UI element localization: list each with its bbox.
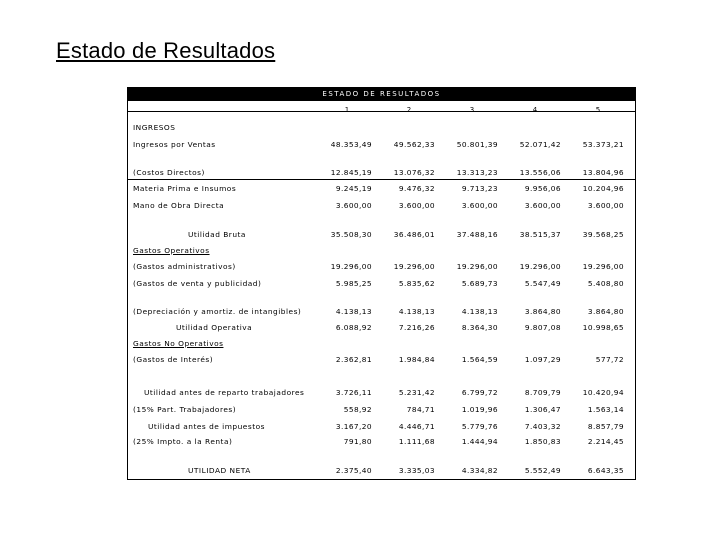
cell: 13.313,23 bbox=[456, 168, 498, 177]
cell: 7.216,26 bbox=[398, 323, 435, 332]
cell: 2.375,40 bbox=[335, 466, 372, 475]
cell: 19.296,00 bbox=[393, 262, 435, 271]
cell: 3.600,00 bbox=[335, 201, 372, 210]
row-label: Utilidad Bruta bbox=[188, 230, 246, 239]
cell: 3.726,11 bbox=[335, 388, 372, 397]
cell: 6.088,92 bbox=[335, 323, 372, 332]
cell: 19.296,00 bbox=[456, 262, 498, 271]
cell: 1.850,83 bbox=[524, 437, 561, 446]
row-label: (Costos Directos) bbox=[133, 168, 205, 177]
cell: 3.335,03 bbox=[398, 466, 435, 475]
income-statement-table bbox=[127, 87, 636, 480]
row-label: UTILIDAD NETA bbox=[188, 466, 251, 475]
column-header-4: 4 bbox=[532, 106, 538, 114]
row-label: Utilidad Operativa bbox=[176, 323, 253, 332]
cell: 791,80 bbox=[343, 437, 372, 446]
cell: 6.643,35 bbox=[587, 466, 624, 475]
cell: 38.515,37 bbox=[519, 230, 561, 239]
cell: 5.408,80 bbox=[587, 279, 624, 288]
row-label: (Depreciación y amortiz. de intangibles) bbox=[133, 307, 302, 316]
cell: 4.138,13 bbox=[335, 307, 372, 316]
row-utilidad-bruta bbox=[128, 229, 635, 241]
cell: 3.600,00 bbox=[587, 201, 624, 210]
cell: 3.600,00 bbox=[461, 201, 498, 210]
cell: 1.111,68 bbox=[398, 437, 435, 446]
cell: 3.600,00 bbox=[524, 201, 561, 210]
cell: 36.486,01 bbox=[393, 230, 435, 239]
cell: 39.568,25 bbox=[582, 230, 624, 239]
column-header-row bbox=[128, 101, 635, 112]
cell: 577,72 bbox=[595, 355, 624, 364]
cell: 9.956,06 bbox=[524, 184, 561, 193]
cell: 37.488,16 bbox=[456, 230, 498, 239]
column-header-5: 5 bbox=[595, 106, 601, 114]
row-gastos-admin bbox=[128, 261, 635, 273]
row-util-antes-reparto bbox=[128, 387, 635, 399]
cell: 10.998,65 bbox=[582, 323, 624, 332]
cell: 4.334,82 bbox=[461, 466, 498, 475]
row-impto-renta bbox=[128, 436, 635, 448]
cell: 9.476,32 bbox=[398, 184, 435, 193]
row-materia-prima bbox=[128, 183, 635, 195]
cell: 13.556,06 bbox=[519, 168, 561, 177]
cell: 5.552,49 bbox=[524, 466, 561, 475]
cell: 784,71 bbox=[406, 405, 435, 414]
cell: 2.214,45 bbox=[587, 437, 624, 446]
cell: 1.444,94 bbox=[461, 437, 498, 446]
section-gastos-no-operativos: Gastos No Operativos bbox=[133, 339, 224, 348]
row-util-antes-impuestos bbox=[128, 421, 635, 433]
cell: 3.600,00 bbox=[398, 201, 435, 210]
cell: 3.864,80 bbox=[524, 307, 561, 316]
cell: 10.420,94 bbox=[582, 388, 624, 397]
row-costos-directos bbox=[128, 167, 635, 180]
cell: 4.138,13 bbox=[398, 307, 435, 316]
cell: 1.097,29 bbox=[524, 355, 561, 364]
cell: 19.296,00 bbox=[582, 262, 624, 271]
cell: 4.446,71 bbox=[398, 422, 435, 431]
cell: 12.845,19 bbox=[330, 168, 372, 177]
cell: 9.807,08 bbox=[524, 323, 561, 332]
row-label: (15% Part. Trabajadores) bbox=[133, 405, 237, 414]
row-part-trabajadores bbox=[128, 404, 635, 416]
cell: 19.296,00 bbox=[330, 262, 372, 271]
row-label: (Gastos de venta y publicidad) bbox=[133, 279, 262, 288]
column-header-1: 1 bbox=[344, 106, 350, 114]
cell: 13.804,96 bbox=[582, 168, 624, 177]
row-ingresos-ventas bbox=[128, 139, 635, 151]
row-label: (Gastos de Interés) bbox=[133, 355, 214, 364]
row-label: Utilidad antes de impuestos bbox=[148, 422, 265, 431]
cell: 558,92 bbox=[343, 405, 372, 414]
cell: 3.864,80 bbox=[587, 307, 624, 316]
cell: 1.984,84 bbox=[398, 355, 435, 364]
row-label: Ingresos por Ventas bbox=[133, 140, 216, 149]
cell: 5.779,76 bbox=[461, 422, 498, 431]
cell: 5.835,62 bbox=[398, 279, 435, 288]
cell: 53.373,21 bbox=[582, 140, 624, 149]
cell: 35.508,30 bbox=[330, 230, 372, 239]
row-gastos-interes bbox=[128, 354, 635, 366]
cell: 49.562,33 bbox=[393, 140, 435, 149]
section-gastos-operativos: Gastos Operativos bbox=[133, 246, 210, 255]
row-utilidad-operativa bbox=[128, 322, 635, 334]
cell: 5.985,25 bbox=[335, 279, 372, 288]
row-depreciacion bbox=[128, 306, 635, 318]
row-mano-obra bbox=[128, 200, 635, 212]
cell: 9.713,23 bbox=[461, 184, 498, 193]
row-label: Materia Prima e Insumos bbox=[133, 184, 237, 193]
cell: 9.245,19 bbox=[335, 184, 372, 193]
cell: 6.799,72 bbox=[461, 388, 498, 397]
cell: 10.204,96 bbox=[582, 184, 624, 193]
cell: 19.296,00 bbox=[519, 262, 561, 271]
cell: 1.564,59 bbox=[461, 355, 498, 364]
cell: 52.071,42 bbox=[519, 140, 561, 149]
cell: 2.362,81 bbox=[335, 355, 372, 364]
cell: 8.857,79 bbox=[587, 422, 624, 431]
page-title: Estado de Resultados bbox=[56, 38, 276, 63]
row-label: Utilidad antes de reparto trabajadores bbox=[144, 388, 305, 397]
row-gastos-venta bbox=[128, 278, 635, 290]
table-banner: ESTADO DE RESULTADOS bbox=[128, 88, 635, 101]
column-header-2: 2 bbox=[406, 106, 412, 114]
cell: 4.138,13 bbox=[461, 307, 498, 316]
cell: 13.076,32 bbox=[393, 168, 435, 177]
cell: 1.019,96 bbox=[461, 405, 498, 414]
cell: 5.231,42 bbox=[398, 388, 435, 397]
row-utilidad-neta bbox=[128, 465, 635, 477]
cell: 1.306,47 bbox=[524, 405, 561, 414]
cell: 5.689,73 bbox=[461, 279, 498, 288]
cell: 8.709,79 bbox=[524, 388, 561, 397]
section-ingresos: INGRESOS bbox=[133, 123, 176, 132]
row-label: Mano de Obra Directa bbox=[133, 201, 225, 210]
cell: 48.353,49 bbox=[330, 140, 372, 149]
cell: 8.364,30 bbox=[461, 323, 498, 332]
row-label: (25% Impto. a la Renta) bbox=[133, 437, 233, 446]
cell: 1.563,14 bbox=[587, 405, 624, 414]
cell: 50.801,39 bbox=[456, 140, 498, 149]
row-label: (Gastos administrativos) bbox=[133, 262, 236, 271]
cell: 5.547,49 bbox=[524, 279, 561, 288]
column-header-3: 3 bbox=[469, 106, 475, 114]
cell: 3.167,20 bbox=[335, 422, 372, 431]
cell: 7.403,32 bbox=[524, 422, 561, 431]
